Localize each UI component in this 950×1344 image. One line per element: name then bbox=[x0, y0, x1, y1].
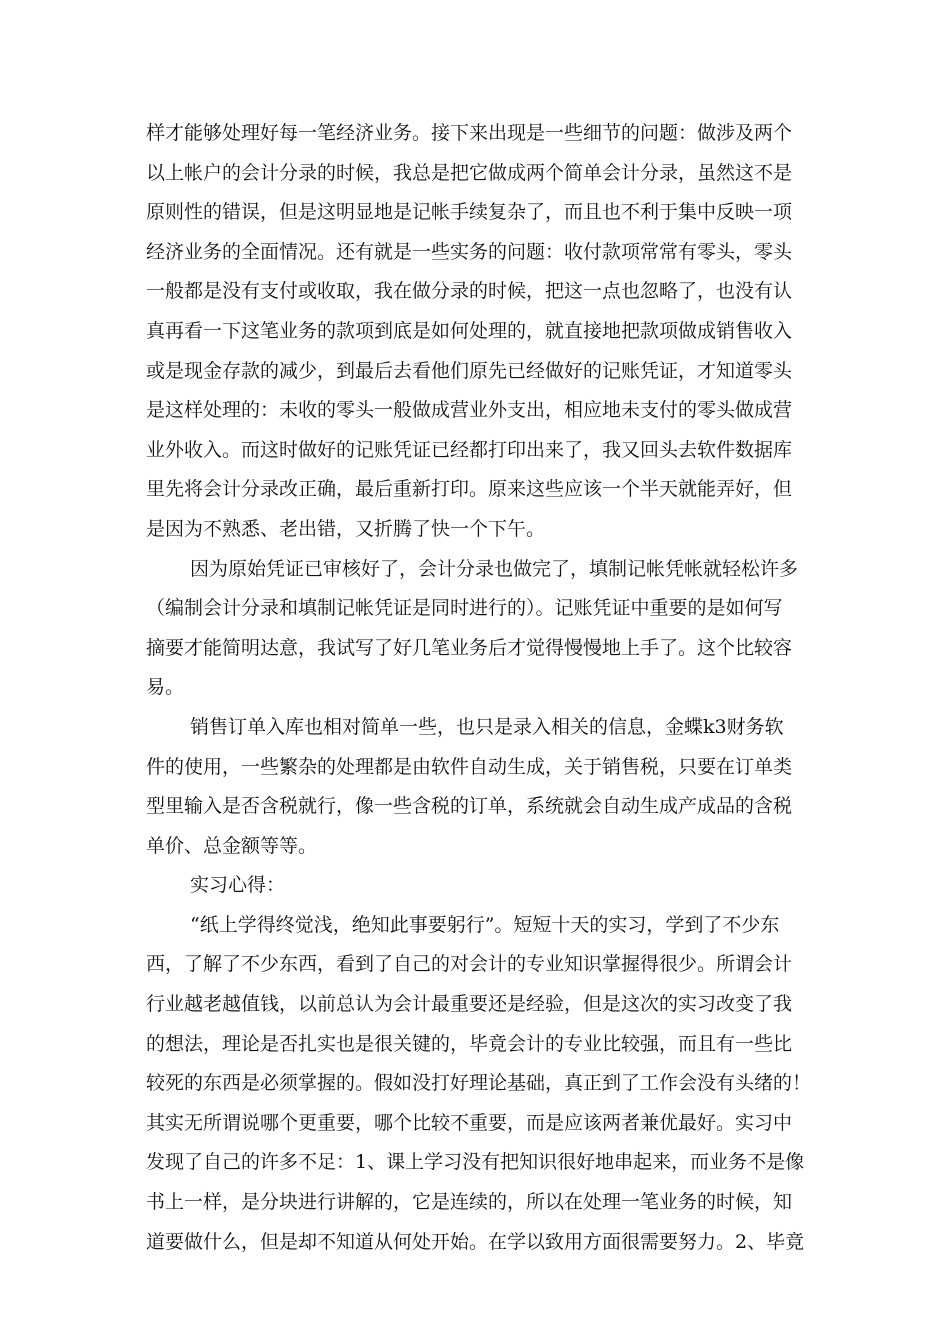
paragraph-first-line: 销售订单入库也相对简单一些，也只是录入相关的信息，金蝶k3财务软 bbox=[190, 715, 784, 738]
paragraph-first-line: “纸上学得终觉浅，绝知此事要躬行”。短短十天的实习，学到了不少东 bbox=[190, 913, 780, 936]
text-line: 业外收入。而这时做好的记账凭证已经都打印出来了，我又回头去软件数据库 bbox=[146, 438, 793, 461]
paragraph-first-line: 因为原始凭证已审核好了，会计分录也做完了，填制记帐凭帐就轻松许多 bbox=[190, 557, 799, 580]
text-line: 是这样处理的：未收的零头一般做成营业外支出，相应地未支付的零头做成营 bbox=[146, 399, 793, 422]
text-line: 书上一样，是分块进行讲解的，它是连续的，所以在处理一笔业务的时候，知 bbox=[146, 1191, 793, 1214]
text-line: （编制会计分录和填制记帐凭证是同时进行的）。记账凭证中重要的是如何写 bbox=[146, 597, 783, 620]
text-line: 经济业务的全面情况。还有就是一些实务的问题：收付款项常常有零头，零头 bbox=[146, 240, 793, 263]
text-line: 单价、总金额等等。 bbox=[146, 834, 318, 857]
text-line: 行业越老越值钱，以前总认为会计最重要还是经验，但是这次的实习改变了我 bbox=[146, 993, 793, 1016]
text-line: 较死的东西是必须掌握的。假如没打好理论基础，真正到了工作会没有头绪的！ bbox=[146, 1072, 812, 1095]
text-line: 一般都是没有支付或收取，我在做分录的时候，把这一点也忽略了，也没有认 bbox=[146, 280, 793, 303]
text-line: 易。 bbox=[146, 676, 185, 699]
text-line: 型里输入是否含税就行，像一些含税的订单，系统就会自动生成产成品的含税 bbox=[146, 795, 793, 818]
text-line: 西，了解了不少东西，看到了自己的对会计的专业知识掌握得很少。所谓会计 bbox=[146, 953, 793, 976]
text-line: 道要做什么，但是却不知道从何处开始。在学以致用方面很需要努力。2、毕竟 bbox=[146, 1230, 805, 1253]
text-line: 样才能够处理好每一笔经济业务。接下来出现是一些细节的问题：做涉及两个 bbox=[146, 122, 793, 144]
text-line: 件的使用，一些繁杂的处理都是由软件自动生成，关于销售税，只要在订单类 bbox=[146, 755, 793, 778]
text-line: 以上帐户的会计分录的时候，我总是把它做成两个简单会计分录，虽然这不是 bbox=[146, 161, 793, 184]
section-heading: 实习心得： bbox=[190, 874, 286, 897]
text-line: 原则性的错误，但是这明显地是记帐手续复杂了，而且也不利于集中反映一项 bbox=[146, 201, 793, 224]
text-line: 其实无所谓说哪个更重要，哪个比较不重要，而是应该两者兼优最好。实习中 bbox=[146, 1111, 793, 1134]
text-line: 里先将会计分录改正确，最后重新打印。原来这些应该一个半天就能弄好，但 bbox=[146, 478, 793, 501]
text-line: 摘要才能简明达意，我试写了好几笔业务后才觉得慢慢地上手了。这个比较容 bbox=[146, 636, 793, 659]
text-line: 真再看一下这笔业务的款项到底是如何处理的，就直接地把款项做成销售收入 bbox=[146, 319, 793, 342]
text-line: 或是现金存款的减少，到最后去看他们原先已经做好的记账凭证，才知道零头 bbox=[146, 359, 793, 382]
text-line: 发现了自己的许多不足：1、课上学习没有把知识很好地串起来，而业务不是像 bbox=[146, 1151, 805, 1174]
text-line: 的想法，理论是否扎实也是很关键的，毕竟会计的专业比较强，而且有一些比 bbox=[146, 1032, 793, 1055]
document-body bbox=[146, 114, 812, 1262]
text-line: 是因为不熟悉、老出错，又折腾了快一个下午。 bbox=[146, 517, 546, 540]
